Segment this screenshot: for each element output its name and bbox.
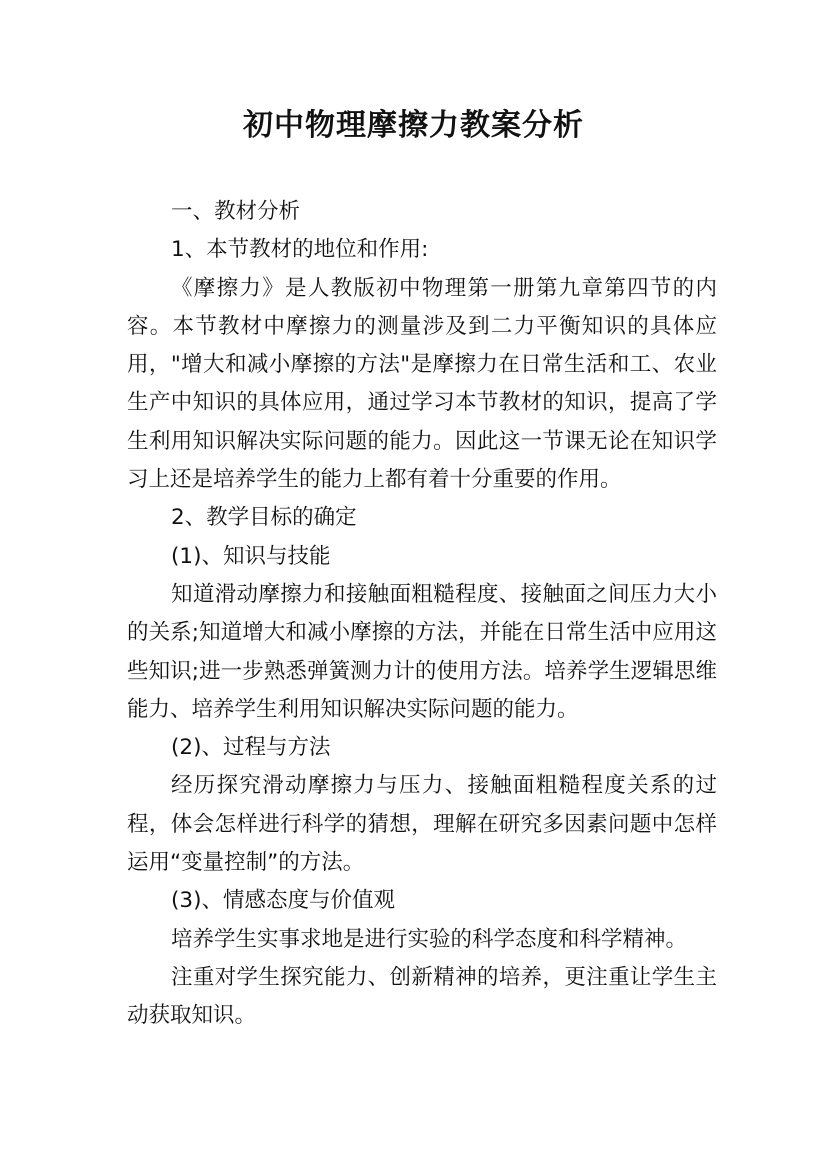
paragraph-scientific-attitude: 培养学生实事求地是进行实验的科学态度和科学精神。 [171,926,688,952]
subheading-attitude-values: (3)、情感态度与价值观 [171,888,395,914]
paragraph-process-method: 经历探究滑动摩擦力与压力、接触面粗糙程度关系的过程，体会怎样进行科学的猜想，理解在研究多因素问题中怎样运用“变量控制”的方法。 [127,773,717,876]
document-title: 初中物理摩擦力教案分析 [243,108,584,143]
section-heading-textbook-analysis: 一、教材分析 [171,199,301,224]
subheading-teaching-goals: 2、教学目标的确定 [171,505,357,531]
paragraph-textbook-role: 《摩擦力》是人教版初中物理第一册第九章第四节的内容。本节教材中摩擦力的测量涉及到二力平衡知识的具体应用，"增大和减小摩擦的方法"是摩擦力在日常生活和工、农业生产中知识的具体应用，通过学习本节教材的知识，提高了学生利用知识解决实际问题的能力。因此这一节课无论在知识学习上还是培养学生的能力上都有着十分重要的作用。 [127,275,717,493]
paragraph-student-initiative: 注重对学生探究能力、创新精神的培养，更注重让学生主动获取知识。 [127,964,717,1029]
subheading-role-of-textbook: 1、本节教材的地位和作用: [171,237,429,263]
subheading-process-method: (2)、过程与方法 [171,735,331,761]
document-body [127,193,717,1036]
subheading-knowledge-skills: (1)、知识与技能 [171,543,331,569]
paragraph-knowledge-skills: 知道滑动摩擦力和接触面粗糙程度、接触面之间压力大小的关系;知道增大和减小摩擦的方法，并能在日常生活中应用这些知识;进一步熟悉弹簧测力计的使用方法。培养学生逻辑思维能力、培养学生利用知识解决实际问题的能力。 [127,581,717,722]
